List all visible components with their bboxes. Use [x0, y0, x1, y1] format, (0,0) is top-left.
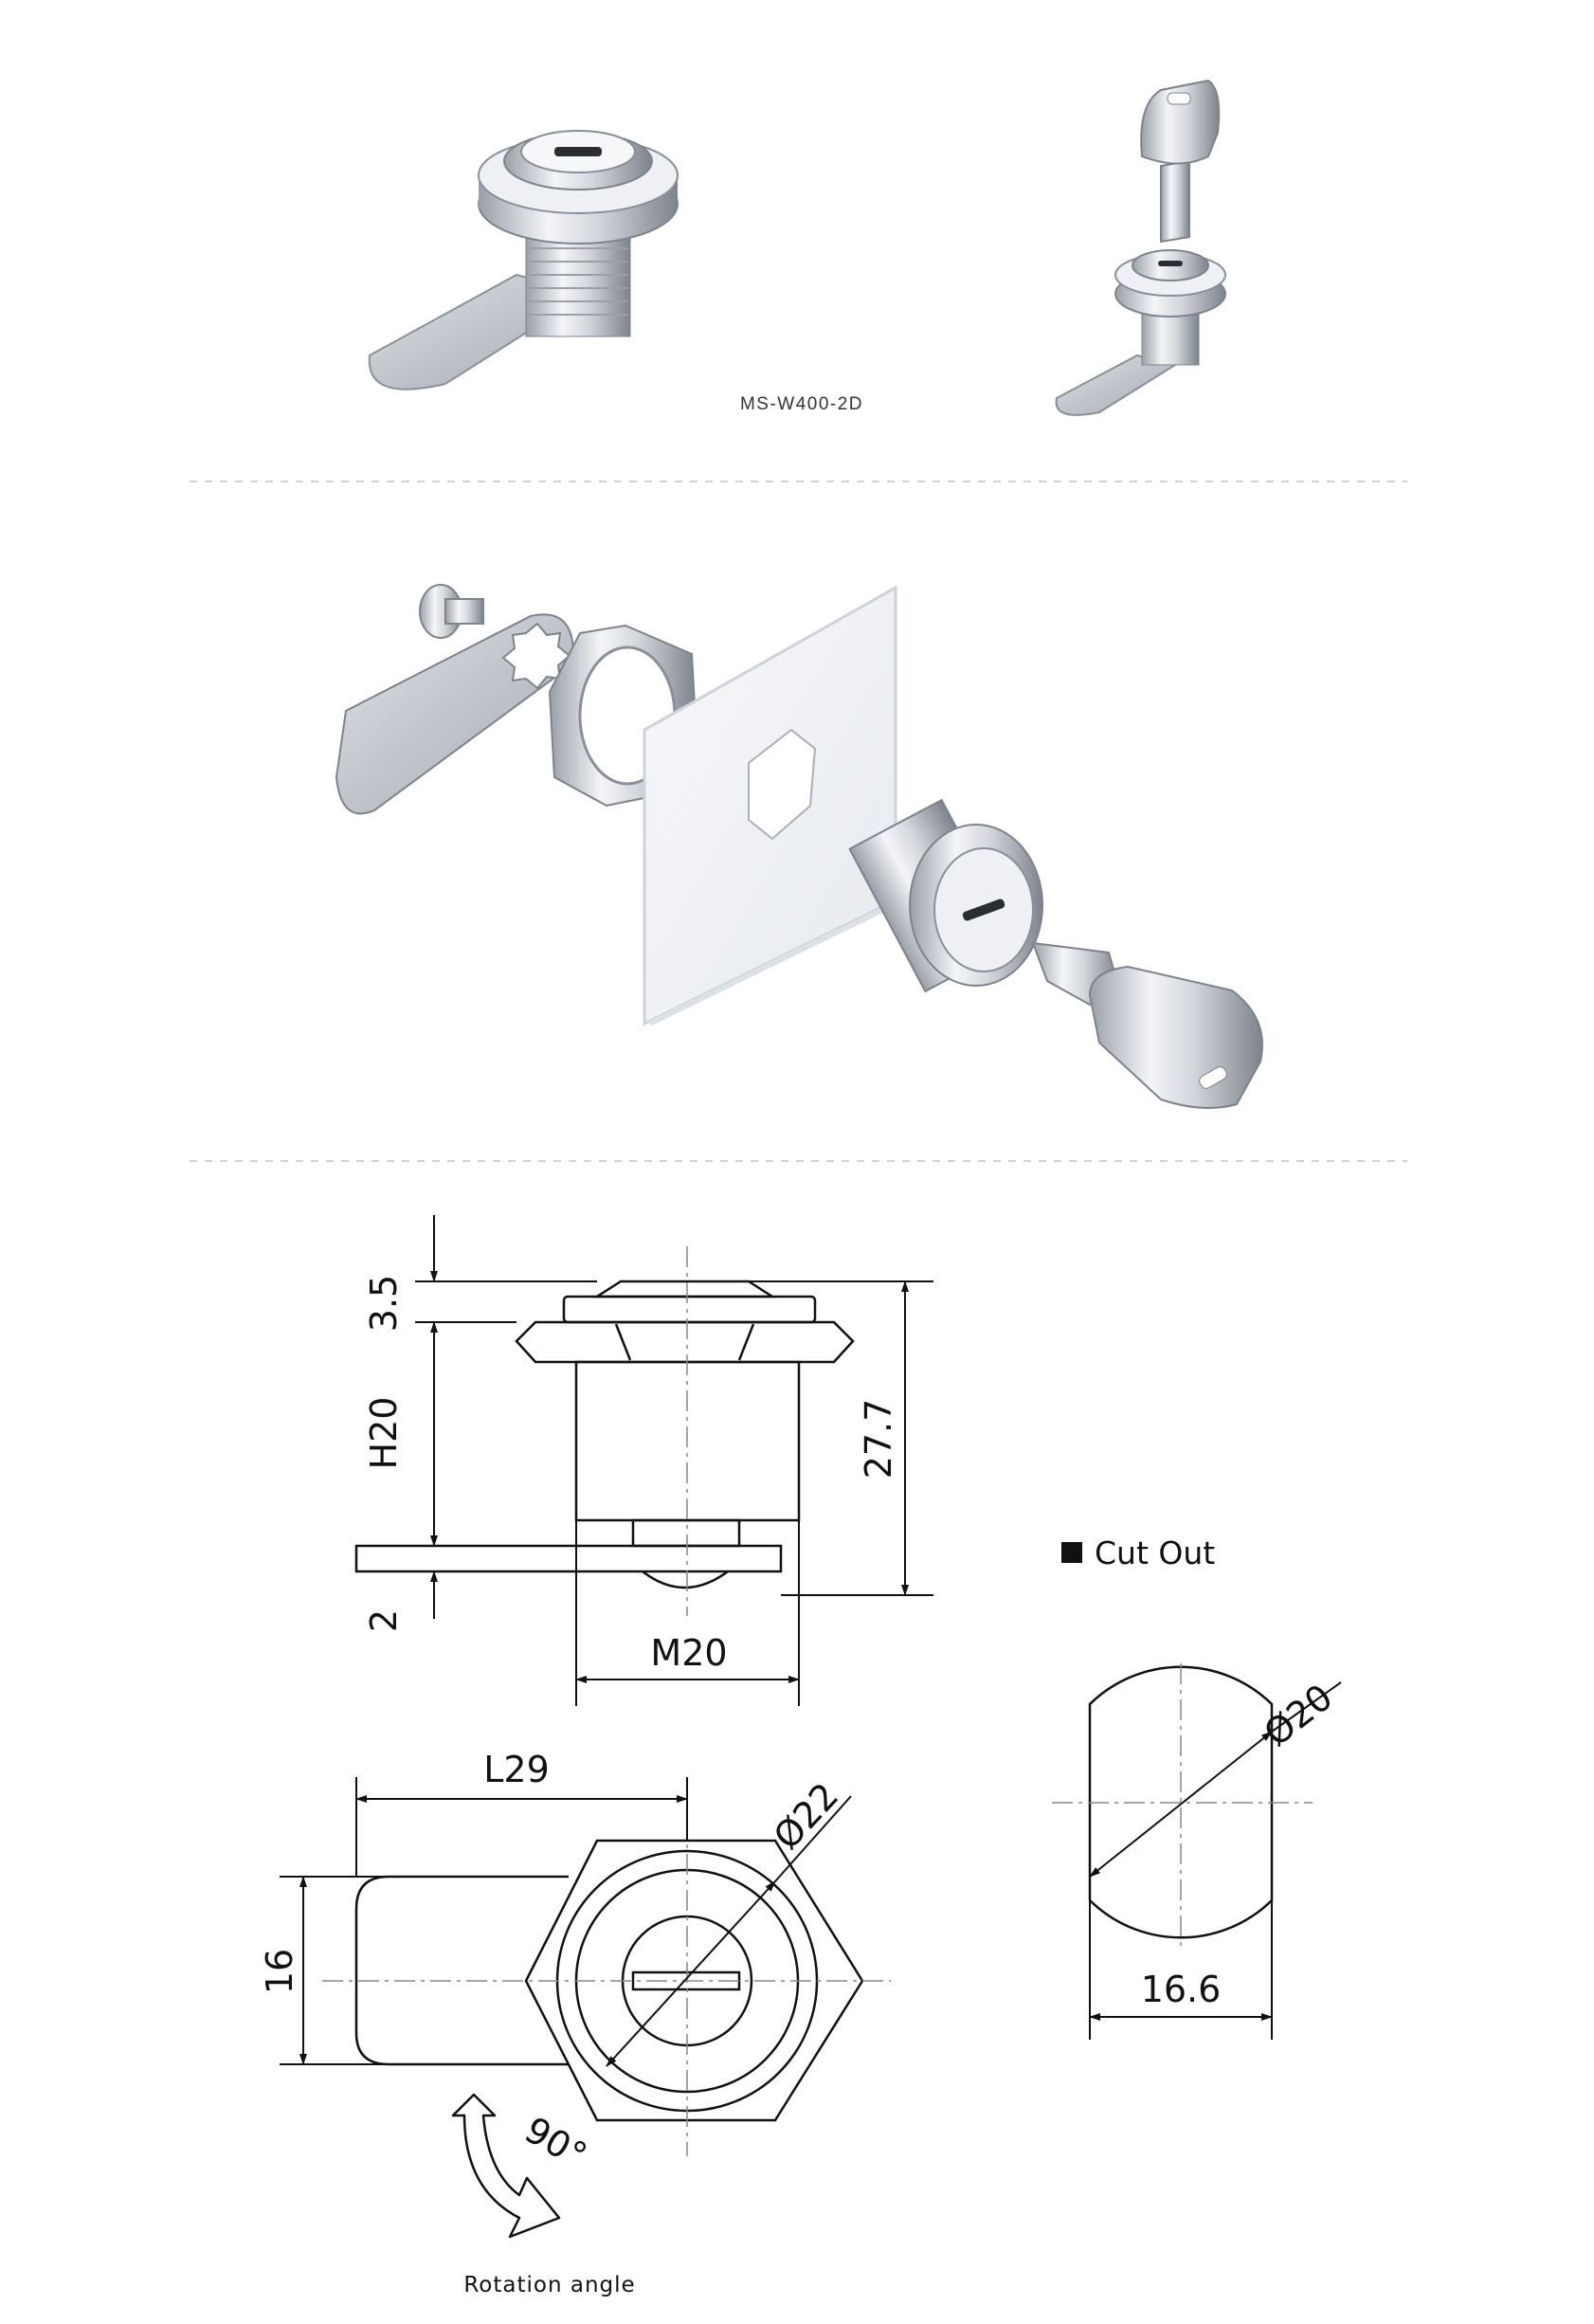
exploded-view — [336, 585, 1262, 1108]
cutout-legend-square — [1061, 1542, 1082, 1563]
cam-plate — [336, 614, 573, 813]
dim-cutout-diameter: Ø20 — [1256, 1676, 1341, 1755]
dim-cam-thickness: 2 — [363, 1608, 405, 1633]
product-photo-lock — [370, 131, 678, 390]
side-view-drawing — [356, 1281, 853, 1588]
dim-top-cap-height: 3.5 — [363, 1274, 405, 1333]
dim-rotation: 90° — [517, 2108, 594, 2177]
rotation-label: Rotation angle — [463, 2273, 636, 2297]
dim-cam-width: 16 — [259, 1948, 300, 1995]
cam-screw — [420, 585, 483, 638]
dim-cam-length: L29 — [483, 1749, 550, 1790]
dim-nut-diameter: Ø22 — [765, 1774, 847, 1858]
dim-overall-height: 27.7 — [858, 1398, 899, 1480]
cutout-label: Cut Out — [1095, 1534, 1216, 1571]
dim-thread: M20 — [650, 1632, 728, 1674]
product-photo-lock-with-key — [1057, 81, 1225, 415]
model-caption: MS-W400-2D — [739, 394, 864, 414]
dim-cutout-flat: 16.6 — [1140, 1969, 1222, 2010]
dim-body-height: H20 — [363, 1396, 405, 1470]
key — [1033, 943, 1262, 1108]
side-view-dimensions — [356, 1215, 933, 1706]
